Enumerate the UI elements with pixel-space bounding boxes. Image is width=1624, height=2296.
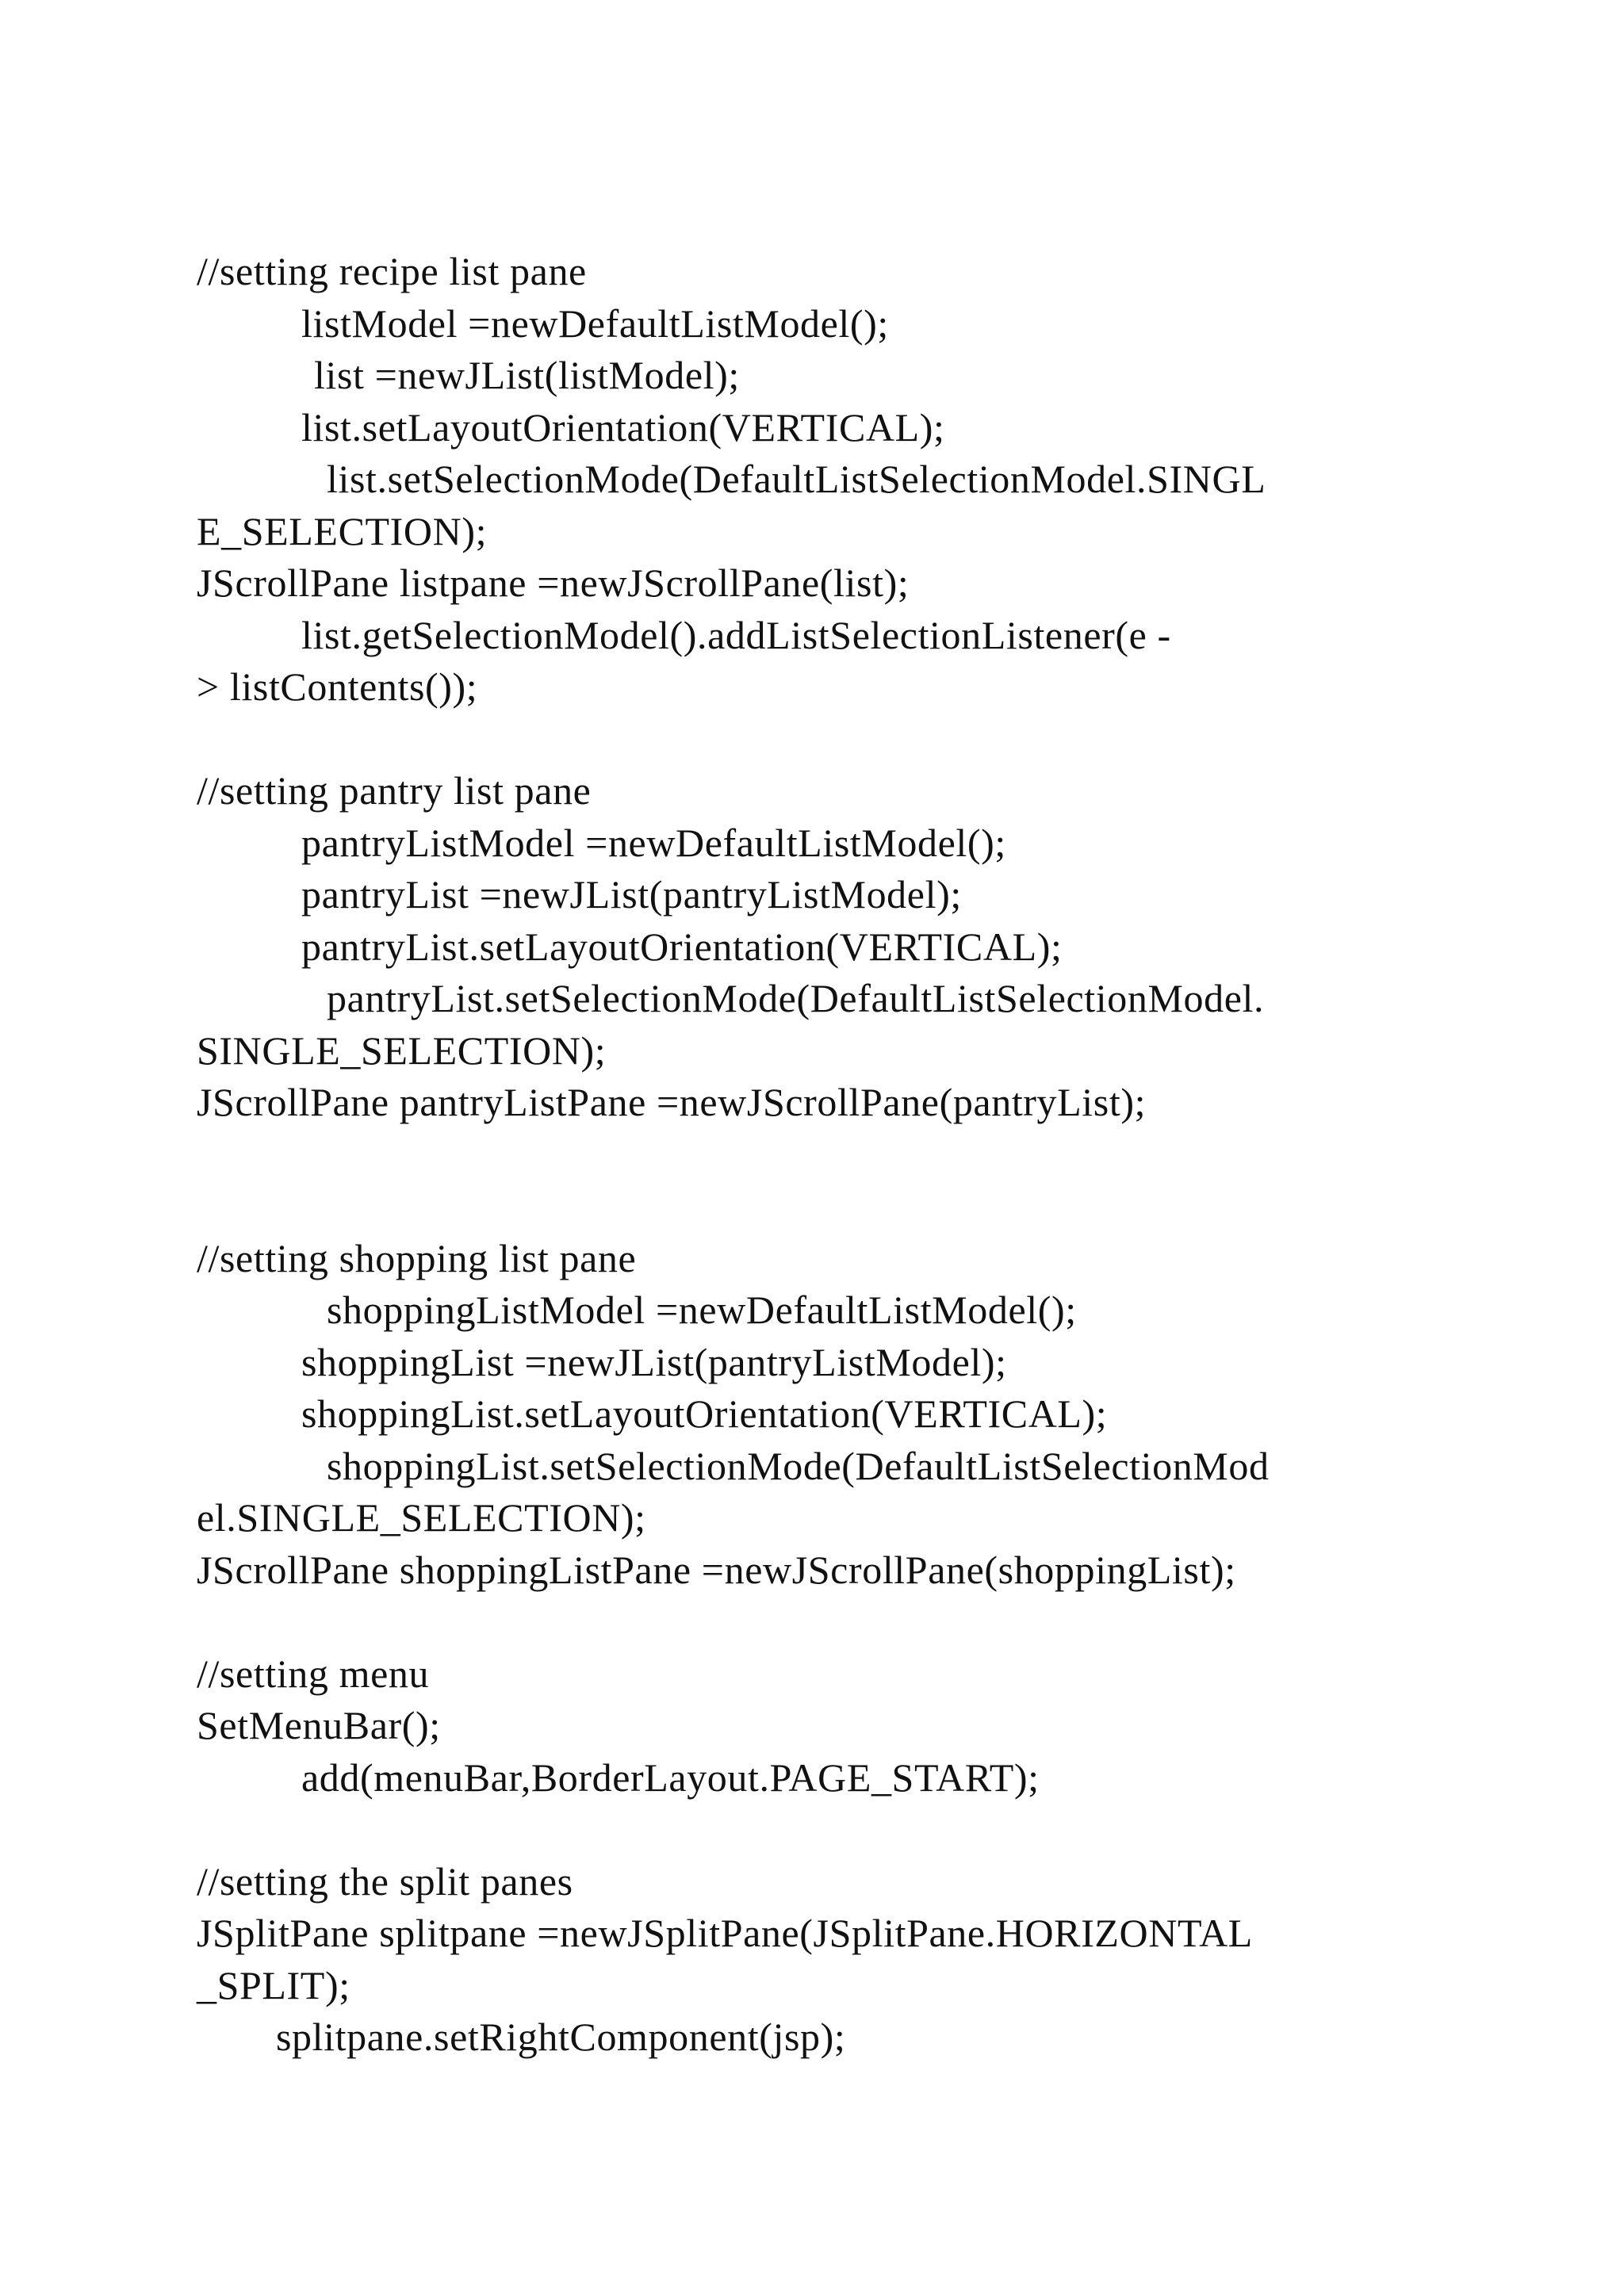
code-line: JScrollPane shoppingListPane =newJScrollPane(shoppingList);: [197, 1547, 1236, 1592]
code-line: list =newJList(listModel);: [314, 353, 740, 397]
code-line: pantryList =newJList(pantryListModel);: [301, 872, 962, 916]
code-line: listModel =newDefaultListModel();: [301, 300, 889, 346]
blank-line: [197, 714, 1513, 766]
code-line: JScrollPane pantryListPane =newJScrollPane(pantryList);: [197, 1080, 1147, 1124]
blank-line: [197, 1804, 1513, 1856]
comment-pantry-list: //setting pantry list pane: [197, 768, 592, 813]
comment-menu: //setting menu: [197, 1651, 430, 1696]
code-line: list.getSelectionModel().addListSelectionListener(e -: [301, 612, 1171, 657]
blank-line: [197, 1129, 1513, 1181]
code-line: JScrollPane listpane =newJScrollPane(list);: [197, 561, 910, 605]
code-line: splitpane.setRightComponent(jsp);: [276, 2015, 846, 2059]
code-line: shoppingList =newJList(pantryListModel);: [301, 1339, 1007, 1384]
code-line: list.setSelectionMode(DefaultListSelectionModel.SINGL: [327, 457, 1266, 501]
comment-recipe-list: //setting recipe list pane: [197, 249, 587, 293]
code-line: JSplitPane splitpane =newJSplitPane(JSplitPane.HORIZONTAL: [197, 1911, 1253, 1955]
code-line: SINGLE_SELECTION);: [197, 1027, 607, 1073]
comment-split-panes: //setting the split panes: [197, 1858, 573, 1904]
code-line: _SPLIT);: [197, 1962, 350, 2007]
code-listing: [197, 246, 1513, 2064]
code-line: pantryListModel =newDefaultListModel();: [301, 820, 1006, 865]
code-line: shoppingListModel =newDefaultListModel();: [327, 1288, 1077, 1332]
blank-line: [197, 1596, 1513, 1648]
code-line: shoppingList.setSelectionMode(DefaultListSelectionMod: [327, 1443, 1270, 1488]
code-line: pantryList.setSelectionMode(DefaultListSelectionModel.: [327, 976, 1265, 1020]
comment-shopping-list: //setting shopping list pane: [197, 1235, 637, 1280]
code-line: pantryList.setLayoutOrientation(VERTICAL);: [301, 924, 1063, 969]
code-line: add(menuBar,BorderLayout.PAGE_START);: [301, 1755, 1040, 1800]
code-line: el.SINGLE_SELECTION);: [197, 1495, 646, 1540]
blank-line: [197, 1181, 1513, 1233]
code-line: list.setLayoutOrientation(VERTICAL);: [301, 404, 945, 450]
code-line: shoppingList.setLayoutOrientation(VERTICAL);: [301, 1391, 1108, 1436]
code-line: SetMenuBar();: [197, 1703, 441, 1747]
code-line: E_SELECTION);: [197, 508, 488, 553]
code-line: > listContents());: [197, 664, 478, 709]
